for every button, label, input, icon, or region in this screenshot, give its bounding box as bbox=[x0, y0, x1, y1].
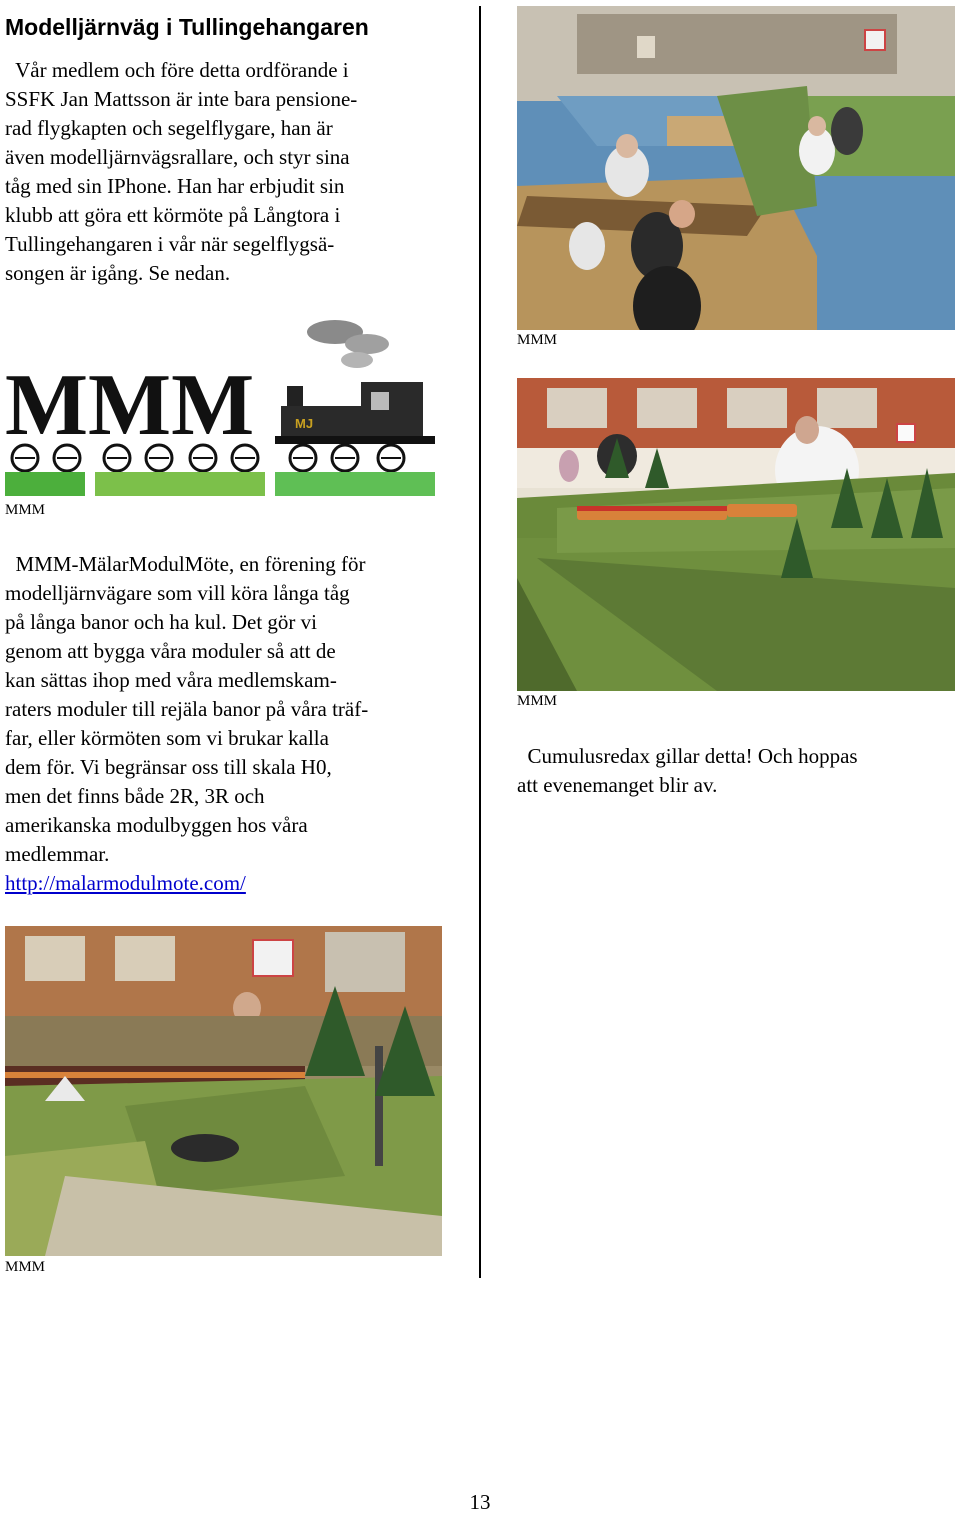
text-line: även modelljärnvägsrallare, och styr sina bbox=[5, 145, 350, 169]
text-line: raters moduler till rejäla banor på våra träf- bbox=[5, 697, 369, 721]
logo-caption: MMM bbox=[5, 502, 46, 518]
text-line: på långa banor och ha kul. Det gör vi bbox=[5, 610, 317, 634]
text-line: Tullingehangaren i vår när segelflygsä- bbox=[5, 232, 335, 256]
text-line: att evenemanget blir av. bbox=[517, 773, 718, 797]
text-line: Cumulusredax gillar detta! Och hoppas bbox=[517, 744, 858, 768]
text-line: kan sättas ihop med våra medlemskam- bbox=[5, 668, 337, 692]
logo-letters: MMM bbox=[5, 357, 255, 454]
text-line: tåg med sin IPhone. Han har erbjudit sin bbox=[5, 174, 345, 198]
body-paragraph bbox=[5, 550, 368, 898]
engine-mark: MJ bbox=[295, 416, 314, 431]
text-line: genom att bygga våra moduler så att de bbox=[5, 639, 336, 663]
mmm-website-link[interactable]: http://malarmodulmote.com/ bbox=[5, 871, 246, 895]
article-title: Modelljärnväg i Tullingehangaren bbox=[5, 14, 369, 40]
text-line: rad flygkapten och segelflygare, han är bbox=[5, 116, 333, 140]
mmm-logo-graphic bbox=[5, 316, 437, 498]
text-line: men det finns både 2R, 3R och bbox=[5, 784, 265, 808]
text-line: far, eller körmöten som vi brukar kalla bbox=[5, 726, 329, 750]
text-line: klubb att göra ett körmöte på Långtora i bbox=[5, 203, 341, 227]
photo-hall bbox=[517, 6, 955, 330]
photo-hall-caption: MMM bbox=[517, 332, 558, 348]
photo-bottom-caption: MMM bbox=[5, 1259, 46, 1275]
page-number: 13 bbox=[469, 1490, 491, 1514]
text-line: songen är igång. Se nedan. bbox=[5, 261, 231, 285]
photo-layout bbox=[517, 378, 955, 691]
text-line: medlemmar. bbox=[5, 842, 110, 866]
column-divider bbox=[479, 6, 481, 1278]
text-line: modelljärnvägare som vill köra långa tåg bbox=[5, 581, 350, 605]
text-line: MMM-MälarModulMöte, en förening för bbox=[5, 552, 366, 576]
intro-paragraph bbox=[5, 56, 357, 288]
closing-paragraph bbox=[517, 742, 858, 800]
text-line: SSFK Jan Mattsson är inte bara pensione- bbox=[5, 87, 358, 111]
text-line: dem för. Vi begränsar oss till skala H0, bbox=[5, 755, 332, 779]
photo-bottom bbox=[5, 926, 442, 1256]
mmm-logo bbox=[5, 316, 437, 498]
text-line: Vår medlem och före detta ordförande i bbox=[5, 58, 349, 82]
text-line: amerikanska modulbyggen hos våra bbox=[5, 813, 308, 837]
photo-layout-caption: MMM bbox=[517, 693, 558, 709]
